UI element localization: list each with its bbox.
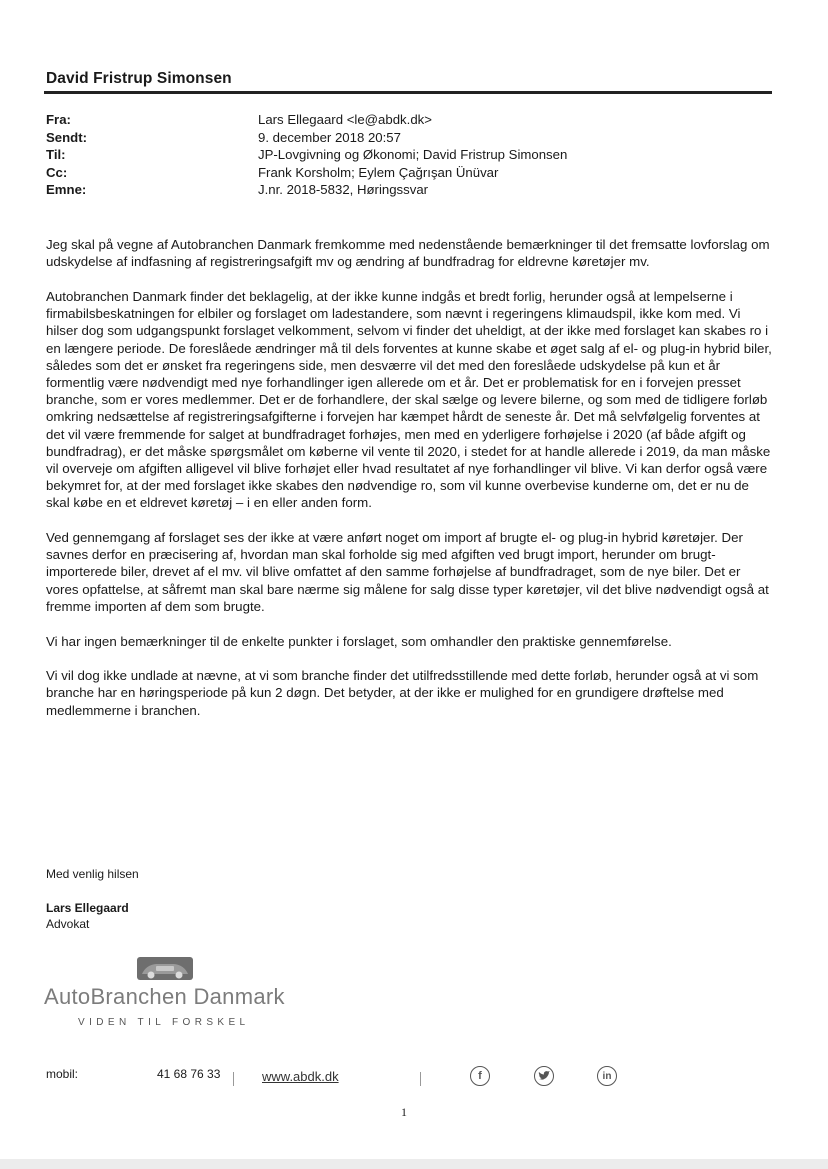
- signature-title: Advokat: [46, 917, 90, 931]
- sender-name: David Fristrup Simonsen: [46, 70, 232, 87]
- website-link[interactable]: www.abdk.dk: [262, 1069, 339, 1084]
- signature-closing: Med venlig hilsen: [46, 867, 139, 881]
- header-label: Sendt:: [46, 129, 88, 145]
- header-value: Lars Ellegaard <le@abdk.dk>: [258, 112, 432, 127]
- company-tagline: VIDEN TIL FORSKEL: [78, 1017, 250, 1028]
- header-value: 9. december 2018 20:57: [258, 129, 401, 145]
- mobile-number: 41 68 76 33: [157, 1067, 221, 1081]
- mobile-label: mobil:: [46, 1067, 79, 1081]
- twitter-icon[interactable]: [534, 1066, 554, 1086]
- signature-name: Lars Ellegaard: [46, 901, 129, 915]
- header-from: [46, 111, 746, 129]
- header-to: [46, 146, 746, 164]
- car-logo-icon: [136, 955, 194, 981]
- body-paragraph: Ved gennemgang af forslaget ses der ikke at være anført noget om import af brugte el- og plug-in hybrid køretøjer. Der savnes derfor en præcisering af, hvordan man skal forholde sig med afgiften ved brugt import, herunder om brugt-importerede biler, drevet af el mv. vil blive omfattet af den samme forhøjelse af bundfradraget, som de nye biler. Det er vores opfattelse, at såfremt man skal bare nærme sig målene for salg disse typer køretøjer, vil det blive nødvendigt også at fremme importen af dem som brugte.: [46, 530, 769, 614]
- header-label: Emne:: [46, 182, 87, 197]
- page-number: 1: [401, 1105, 407, 1119]
- header-rule: [44, 91, 772, 94]
- header-sent: [46, 129, 746, 147]
- header-cc: [46, 164, 746, 182]
- scan-edge: [0, 1159, 828, 1169]
- twitter-bird-glyph: [538, 1071, 550, 1081]
- body-paragraph: Autobranchen Danmark finder det beklagelig, at der ikke kunne indgås et bredt forlig, herunder også at lempelserne i firmabilsbeskatningen for elbiler og forslaget om ladestandere, som nævnt i regeringens klimaudspil, ikke kom med. Vi hilser dog som udgangspunkt forslaget velkomment, selvom vi finder det uheldigt, at der ikke med forslaget kan skabes ro i en længere periode. De foreslåede ændringer må til dels forventes at kunne skabe et øget salg af el- og plug-in hybrid biler, således som det er ønsket fra regeringens side, men desværre vil det med den foreslåede udskydelse på kun et år formentlig være nødvendigt med nye forhandlinger igen allerede om et år. Det er problematisk for en i forvejen presset branche, som er vores medlemmer. Det er de forhandlere, der skal sælge og levere bilerne, og som med de tidligere forløb omkring nedsættelse af registreringsafgifterne i forvejen har kæmpet hårdt de seneste år. Det må selvfølgelig forventes at det vil være fremmende for salget at bundfradraget forhøjes, men med en yderligere forhøjelse i 2020 (af både afgift og bundfradrag), er det måske spørgsmålet om køberne vil vente til 2020, i stedet for at handle allerede i 2019, da man måske vil overveje om afgiften alligevel vil blive forhøjet eller hvad resultatet af nye forhandlinger vil blive. Vi kan derfor også være bekymret for, at der med forslaget ikke skabes den nødvendige ro, som vil kunne overbevise kunderne om, det er nu de skal købe en et eldrevet køretøj – i en eller anden form.: [46, 288, 772, 511]
- header-label: Cc:: [46, 164, 68, 180]
- contact-divider: [420, 1072, 421, 1086]
- header-value: JP-Lovgivning og Økonomi; David Fristrup Simonsen: [258, 147, 568, 162]
- linkedin-icon[interactable]: in: [597, 1066, 617, 1086]
- header-subject: [46, 181, 746, 199]
- email-headers: [46, 111, 746, 199]
- contact-divider: [233, 1072, 234, 1086]
- header-label: Til:: [46, 147, 66, 162]
- email-body: [46, 236, 774, 736]
- facebook-icon[interactable]: f: [470, 1066, 490, 1086]
- company-logo-text: AutoBranchen Danmark: [44, 984, 285, 1009]
- body-paragraph: Vi har ingen bemærkninger til de enkelte punkter i forslaget, som omhandler den praktiske gennemførelse.: [46, 633, 672, 649]
- body-paragraph: Jeg skal på vegne af Autobranchen Danmark fremkomme med nedenstående bemærkninger til det fremsatte lovforslag om udskydelse af indfasning af registreringsafgift mv og ændring af bundfradrag for eldrevne køretøjer mv.: [46, 237, 770, 270]
- header-value: Frank Korsholm; Eylem Çağrışan Ünüvar: [258, 164, 499, 180]
- body-paragraph: Vi vil dog ikke undlade at nævne, at vi som branche finder det utilfredsstillende med dette forløb, herunder også at vi som branche har en høringsperiode på kun 2 døgn. Det betyder, at der ikke er mulighed for en grundigere drøftelse med medlemmerne i branchen.: [46, 668, 759, 718]
- header-value: J.nr. 2018-5832, Høringssvar: [258, 182, 429, 197]
- header-label: Fra:: [46, 112, 71, 127]
